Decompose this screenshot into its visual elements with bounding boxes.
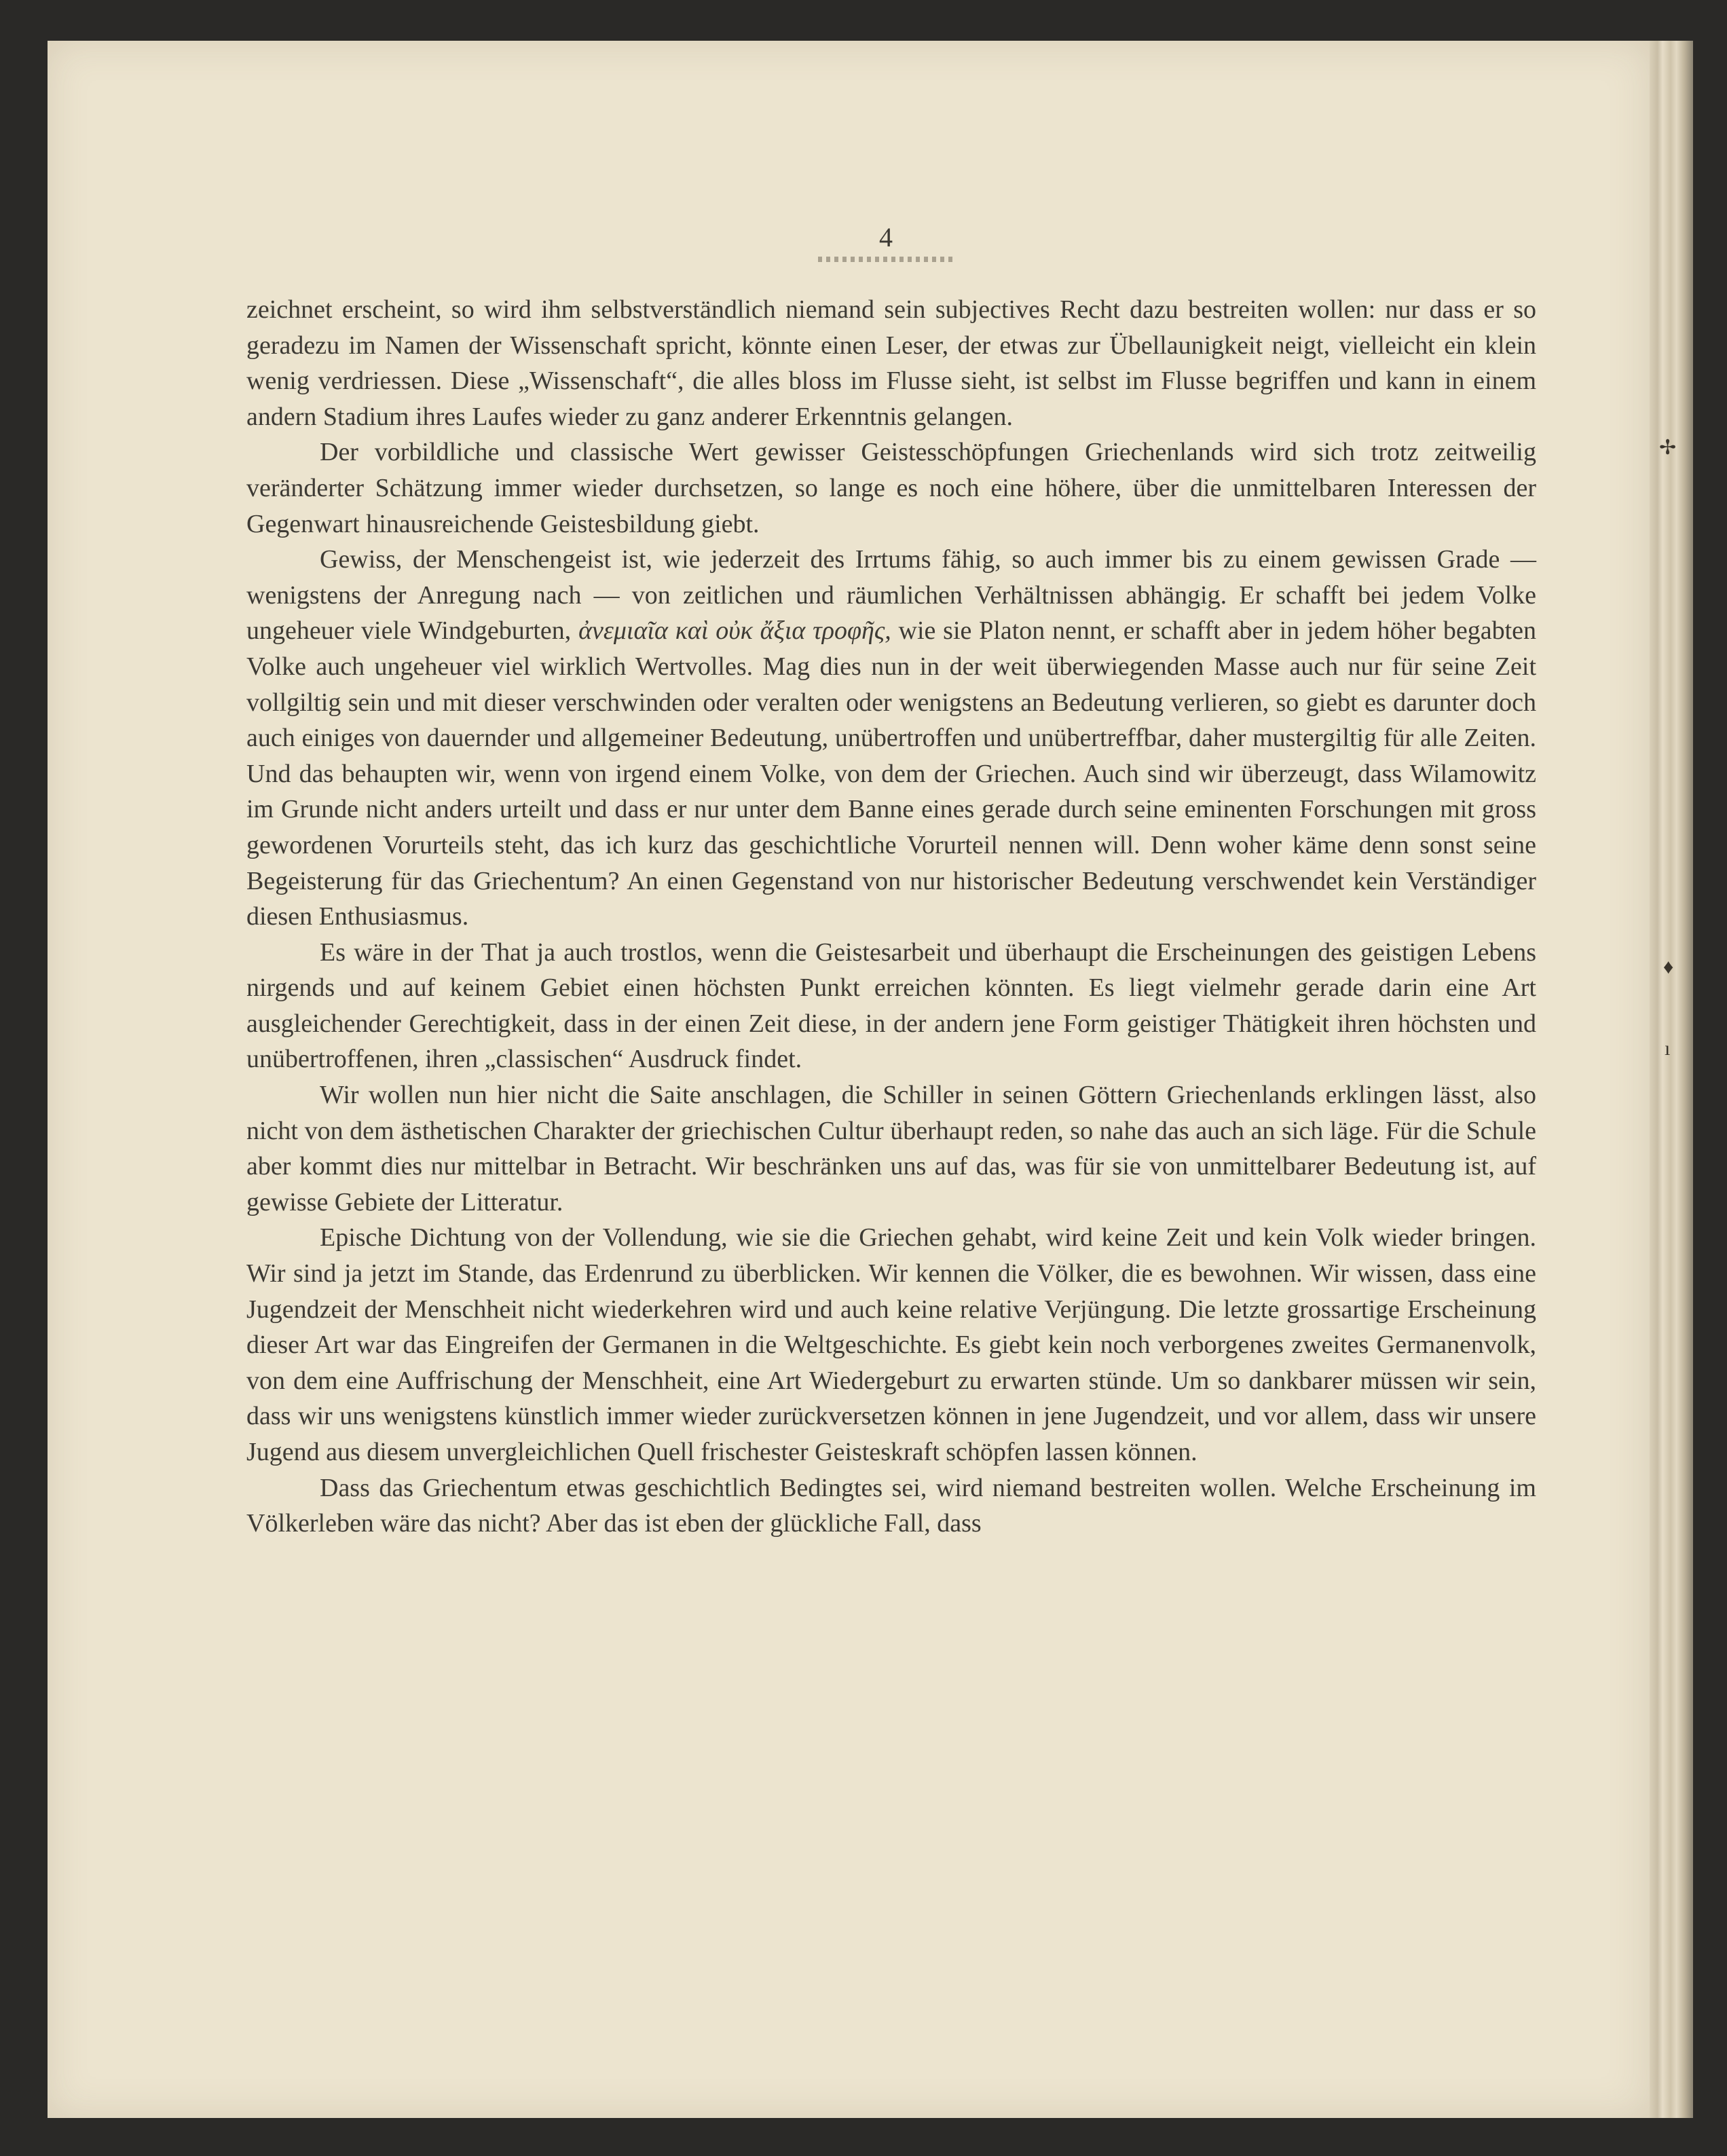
paragraph: Epische Dichtung von der Vollendung, wie sie die Griechen gehabt, wird keine Zeit und kein Volk wieder bringen. Wir sind ja jetzt im Stande, das Erdenrund zu überblicken. Wir kennen die Völker, die es bewohnen. Wir wissen, dass eine Jugendzeit der Menschheit nicht wiederkehren wird und auch keine relative Verjüngung. Die letzte grossartige Erscheinung dieser Art war das Eingreifen der Germanen in die Weltgeschichte. Es giebt kein noch verborgenes zweites Germanenvolk, von dem eine Auffrischung der Menschheit, eine Art Wiedergeburt zu erwarten stünde. Um so dankbarer müssen wir sein, dass wir uns wenigstens künstlich immer wieder zurückversetzen können in jene Jugendzeit, und vor allem, dass wir unsere Jugend aus diesem unvergleichlichen Quell frischester Geisteskraft schöpfen lassen können. bbox=[246, 1223, 1536, 1466]
greek-quotation: ἀνεμιαῖα καὶ οὐκ ἄξια τροφῆς, bbox=[578, 616, 891, 646]
paragraph: Der vorbildliche und classische Wert gewisser Geistesschöpfungen Griechenlands wird sich trotz zeitweilig veränderter Schätzung immer wieder durchsetzen, so lange es noch eine höhere, über die unmittelbaren Interessen der Gegenwart hinausreichende Geistesbildung giebt. bbox=[246, 438, 1536, 538]
page-edge bbox=[1650, 41, 1693, 2118]
paragraph: Dass das Griechentum etwas geschichtlich Bedingtes sei, wird niemand bestreiten wollen. Welche Erscheinung im Völkerleben wäre das nicht? Aber das ist eben der glückliche Fall, dass bbox=[246, 1473, 1536, 1538]
body-text bbox=[246, 292, 1536, 1542]
edge-mark: ♦ bbox=[1663, 956, 1674, 978]
paragraph bbox=[246, 542, 1536, 935]
edge-mark: ı bbox=[1665, 1037, 1671, 1060]
paragraph: zeichnet erscheint, so wird ihm selbstverständlich niemand sein subjectives Recht dazu bestreiten wollen: nur dass er so geradezu im Namen der Wissenschaft spricht, könnte einen Leser, der etwas zur Übellaunigkeit neigt, vielleicht ein klein wenig verdriessen. Diese „Wissenschaft“, die alles bloss im Flusse sieht, ist selbst im Flusse begriffen und kann in einem andern Stadium ihres Laufes wieder zu ganz anderer Erkenntnis gelangen. bbox=[246, 295, 1536, 431]
paragraph-text: wie sie Platon nennt, er schafft aber in jedem höher begabten Volke auch ungeheuer viel wirklich Wertvolles. Mag dies nun in der weit überwiegenden Masse auch nur für seine Zeit vollgiltig sein und mit dieser verschwinden oder veralten oder wenigstens an Bedeutung verlieren, so giebt es darunter doch auch einiges von dauernder und allgemeiner Bedeutung, unübertroffen und unübertreffbar, daher mustergiltig für alle Zeiten. Und das behaupten wir, wenn von irgend einem Volke, von dem der Griechen. Auch sind wir überzeugt, dass Wilamowitz im Grunde nicht anders urteilt und dass er nur unter dem Banne eines gerade durch seine eminenten Forschungen mit gross gewordenen Vorurteils steht, das ich kurz das geschichtliche Vorurteil nennen will. Denn woher käme denn sonst seine Begeisterung für das Griechentum? An einen Gegenstand von nur historischer Bedeutung verschwendet kein Verständiger diesen Enthusiasmus. bbox=[246, 616, 1537, 931]
page-number-rule bbox=[818, 257, 954, 262]
paragraph: Es wäre in der That ja auch trostlos, wenn die Geistesarbeit und überhaupt die Erscheinungen des geistigen Lebens nirgends und auf keinem Gebiet einen höchsten Punkt erreichen könnten. Es liegt vielmehr gerade darin eine Art ausgleichender Gerechtigkeit, dass in der einen Zeit diese, in der andern jene Form geistiger Thätigkeit ihren höchsten und unübertroffenen, ihren „classischen“ Ausdruck findet. bbox=[246, 937, 1536, 1074]
page-number: 4 bbox=[879, 222, 893, 253]
paragraph-text: Gewiss, der Menschengeist ist, wie jederzeit des Irrtums fähig, so auch immer bis zu einem gewissen Grade — wenigstens der Anregung nach — von zeitlichen und räumlichen Verhältnissen abhängig. Er schafft bei jedem Volke ungeheuer viele Windgeburten, bbox=[246, 545, 1536, 646]
page-header bbox=[808, 224, 964, 262]
edge-mark: ✢ bbox=[1659, 436, 1677, 459]
paragraph: Wir wollen nun hier nicht die Saite anschlagen, die Schiller in seinen Göttern Griechenlands erklingen lässt, also nicht von dem ästhetischen Charakter der griechischen Cultur überhaupt reden, so nahe das auch an sich läge. Für die Schule aber kommt dies nur mittelbar in Betracht. Wir beschränken uns auf das, was für sie von unmittelbarer Bedeutung ist, auf gewisse Gebiete der Litteratur. bbox=[246, 1081, 1536, 1216]
